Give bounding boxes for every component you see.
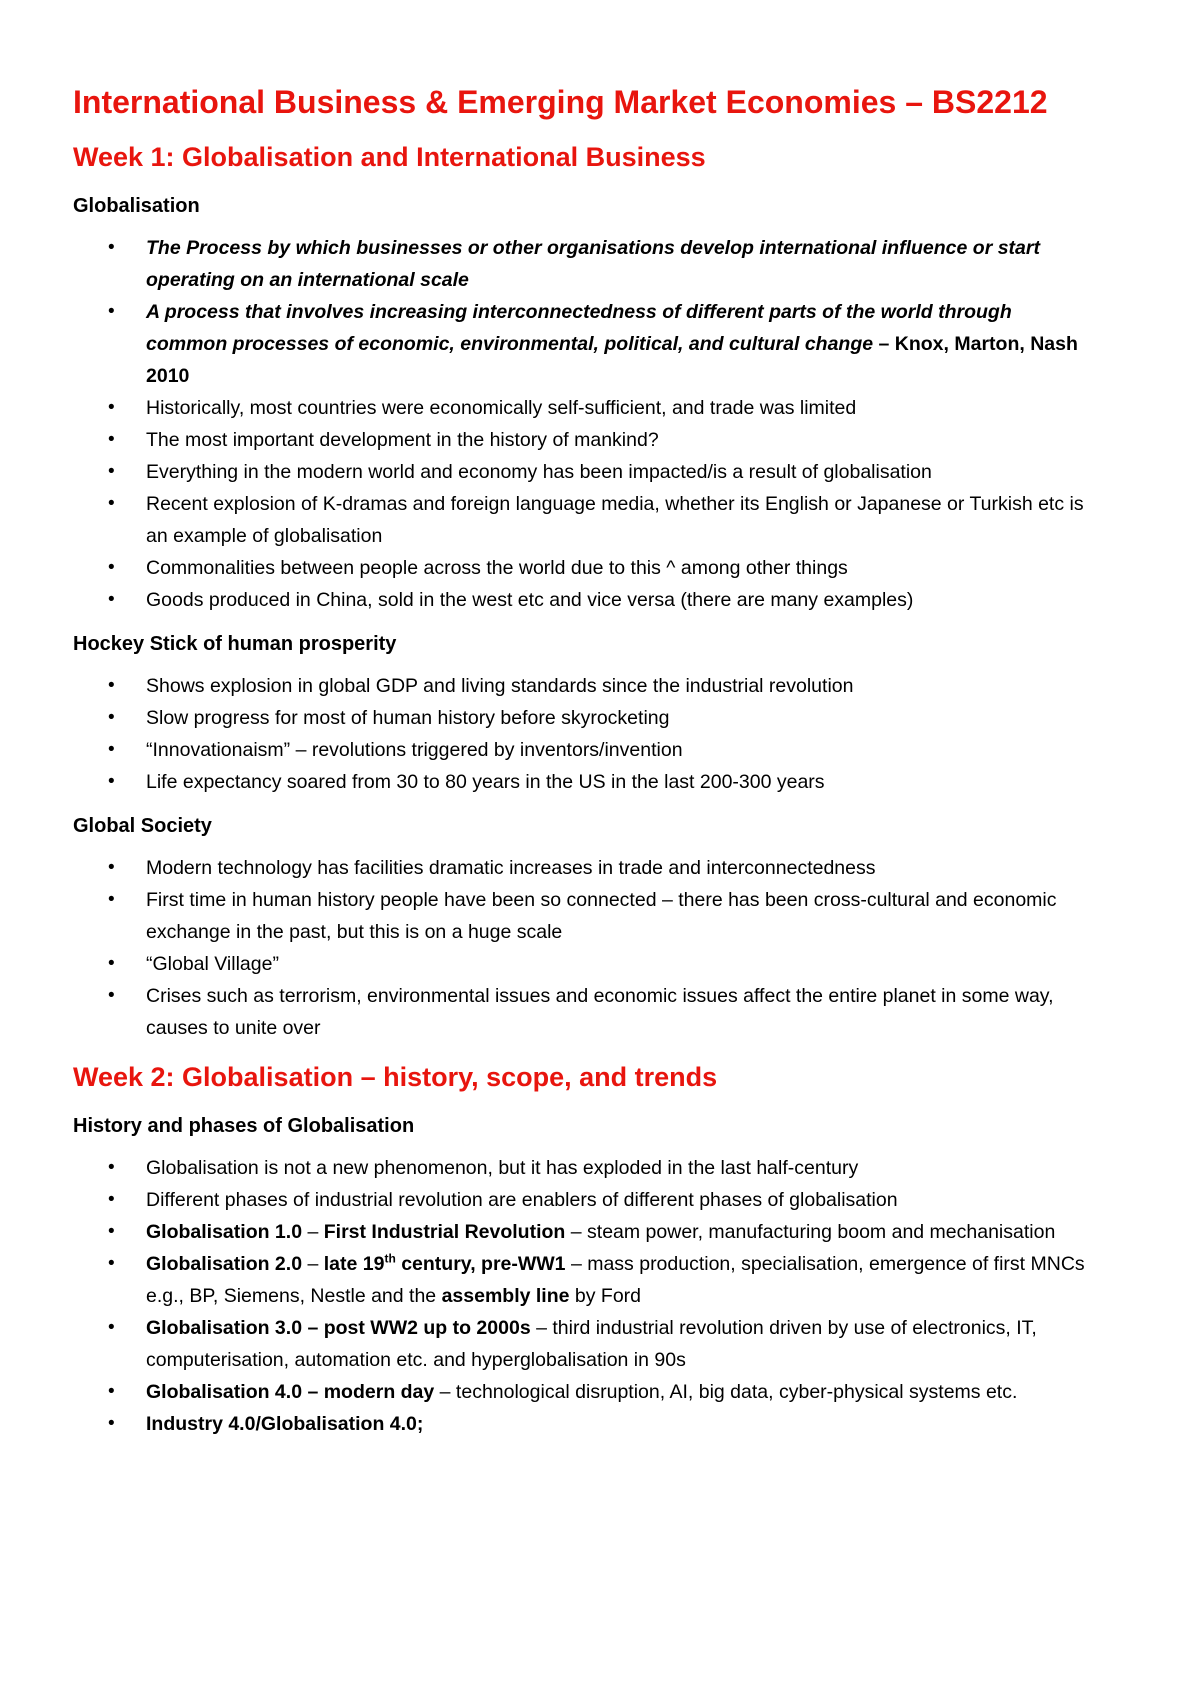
list-item: • Globalisation 3.0 – post WW2 up to 2000s – third industrial revolution driven by use of electronics, IT, computerisation, automation etc. and hyperglobalisation in 90s <box>73 1312 1090 1376</box>
week1-heading: Week 1: Globalisation and International Business <box>73 142 706 172</box>
bullet-icon: • <box>108 953 115 974</box>
bullet-icon: • <box>108 493 115 514</box>
globalisation-list <box>73 232 1090 616</box>
list-item: • Commonalities between people across the world due to this ^ among other things <box>73 552 1090 584</box>
list-item: • Goods produced in China, sold in the west etc and vice versa (there are many examples) <box>73 584 1090 616</box>
list-item: • First time in human history people have been so connected – there has been cross-cultural and economic exchange in the past, but this is on a huge scale <box>73 884 1090 948</box>
bullet-icon: • <box>108 771 115 792</box>
list-item: • The most important development in the history of mankind? <box>73 424 1090 456</box>
bullet-icon: • <box>108 985 115 1006</box>
bullet-icon: • <box>108 1189 115 1210</box>
bullet-icon: • <box>108 237 115 258</box>
bullet-icon: • <box>108 707 115 728</box>
bullet-icon: • <box>108 857 115 878</box>
list-item: • The Process by which businesses or other organisations develop international influence or start operating on an international scale <box>73 232 1090 296</box>
week2-heading: Week 2: Globalisation – history, scope, and trends <box>73 1062 718 1092</box>
bullet-icon: • <box>108 1317 115 1338</box>
global-society-list <box>73 852 1090 1044</box>
bullet-icon: • <box>108 1253 115 1274</box>
bullet-icon: • <box>108 429 115 450</box>
history-heading: History and phases of Globalisation <box>73 1115 415 1137</box>
bullet-icon: • <box>108 739 115 760</box>
list-item: • Industry 4.0/Globalisation 4.0; <box>73 1408 1090 1440</box>
list-item: • Globalisation 2.0 – late 19th century, pre-WW1 – mass production, specialisation, emergence of first MNCs e.g., BP, Siemens, Nestle and the assembly line by Ford <box>73 1248 1090 1312</box>
bullet-icon: • <box>108 1381 115 1402</box>
list-item: • Recent explosion of K-dramas and foreign language media, whether its English or Japanese or Turkish etc is an example of globalisation <box>73 488 1090 552</box>
document-title: International Business & Emerging Market Economies – BS2212 <box>73 84 1048 120</box>
list-item: • Modern technology has facilities dramatic increases in trade and interconnectedness <box>73 852 1090 884</box>
hockey-stick-list <box>73 670 1090 798</box>
hockey-stick-heading: Hockey Stick of human prosperity <box>73 633 397 655</box>
list-item: • Life expectancy soared from 30 to 80 years in the US in the last 200-300 years <box>73 766 1090 798</box>
list-item: • Crises such as terrorism, environmental issues and economic issues affect the entire planet in some way, causes to unite over <box>73 980 1090 1044</box>
bullet-icon: • <box>108 589 115 610</box>
bullet-icon: • <box>108 301 115 322</box>
list-item: • Slow progress for most of human history before skyrocketing <box>73 702 1090 734</box>
list-item: • Globalisation 1.0 – First Industrial Revolution – steam power, manufacturing boom and mechanisation <box>73 1216 1090 1248</box>
globalisation-heading: Globalisation <box>73 195 200 217</box>
list-item: • Globalisation 4.0 – modern day – technological disruption, AI, big data, cyber-physical systems etc. <box>73 1376 1090 1408</box>
bullet-icon: • <box>108 397 115 418</box>
bullet-icon: • <box>108 557 115 578</box>
bullet-icon: • <box>108 889 115 910</box>
bullet-icon: • <box>108 1413 115 1434</box>
list-item: • Everything in the modern world and economy has been impacted/is a result of globalisation <box>73 456 1090 488</box>
global-society-heading: Global Society <box>73 815 212 837</box>
bullet-icon: • <box>108 675 115 696</box>
history-list <box>73 1152 1090 1440</box>
list-item: • Shows explosion in global GDP and living standards since the industrial revolution <box>73 670 1090 702</box>
list-item: • “Innovationaism” – revolutions triggered by inventors/invention <box>73 734 1090 766</box>
bullet-icon: • <box>108 1221 115 1242</box>
list-item: • Historically, most countries were economically self-sufficient, and trade was limited <box>73 392 1090 424</box>
list-item: • “Global Village” <box>73 948 1090 980</box>
list-item: • A process that involves increasing interconnectedness of different parts of the world through common processes of economic, environmental, political, and cultural change – Knox, Marton, Nash 2010 <box>73 296 1090 392</box>
bullet-icon: • <box>108 461 115 482</box>
list-item: • Globalisation is not a new phenomenon, but it has exploded in the last half-century <box>73 1152 1090 1184</box>
bullet-icon: • <box>108 1157 115 1178</box>
list-item: • Different phases of industrial revolution are enablers of different phases of globalisation <box>73 1184 1090 1216</box>
